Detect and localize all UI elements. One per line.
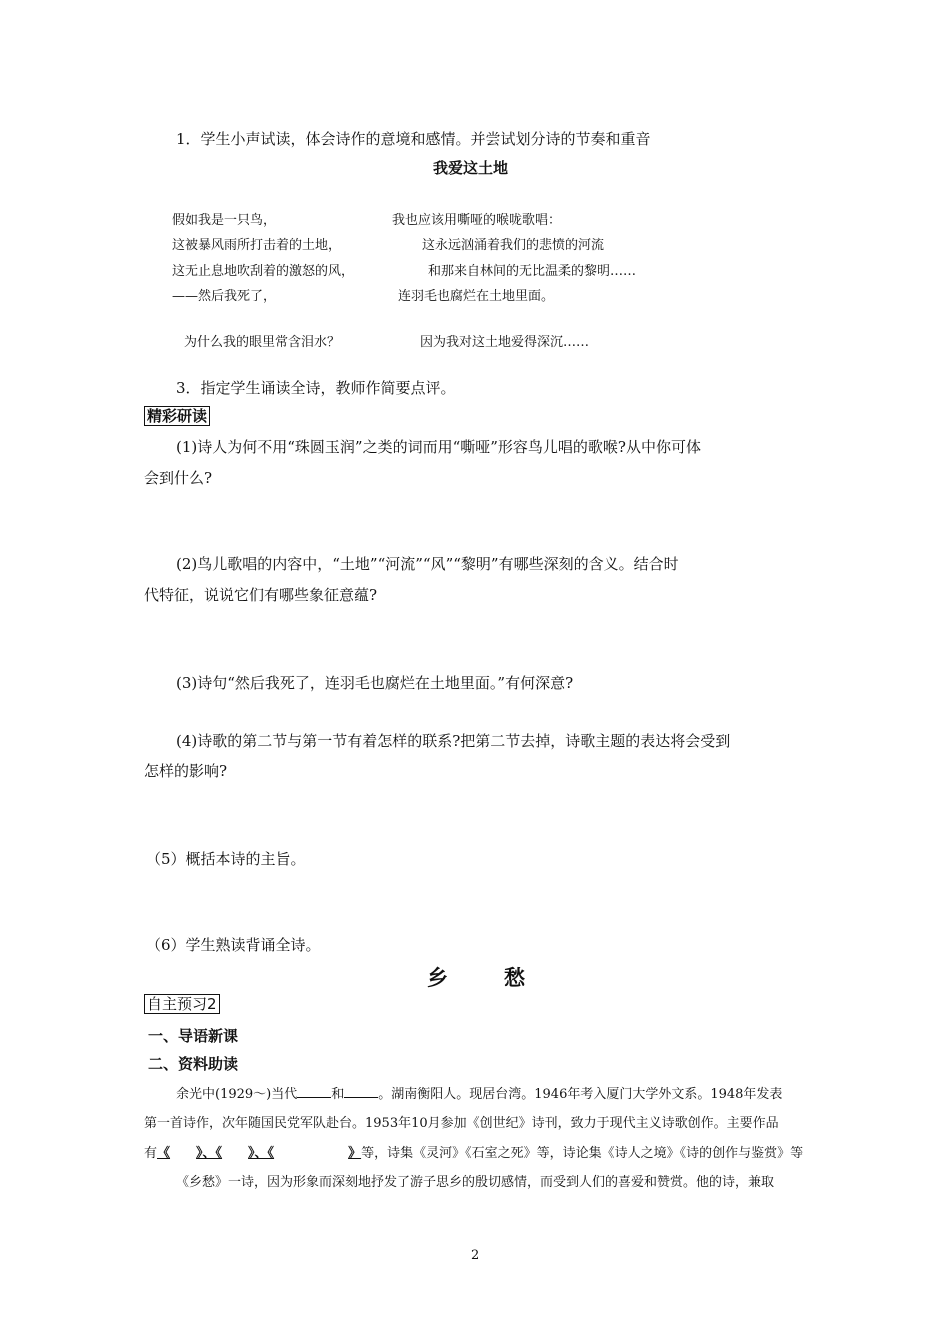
bio-paragraph-line4: 《乡愁》一诗，因为形象而深刻地抒发了游子思乡的殷切感情，而受到人们的喜爱和赞赏。他的诗，兼取 (176, 1175, 775, 1190)
preview-heading: 自主预习2 (144, 994, 220, 1014)
lesson-title-char: 愁 (504, 966, 527, 990)
bio-paragraph-line3 (144, 1142, 803, 1161)
question-4-line1: (4)诗歌的第二节与第一节有着怎样的联系?把第二节去掉，诗歌主题的表达将会受到 (176, 732, 731, 750)
poem-line: 因为我对这土地爱得深沉…… (420, 335, 590, 350)
bio-paragraph-line2: 第一首诗作，次年随国民党军队赴台。1953年10月参加《创世纪》诗刊，致力于现代主义诗歌创作。主要作品 (144, 1116, 779, 1131)
poem-line: 我也应该用嘶哑的喉咙歌唱： (392, 213, 562, 228)
question-1-line1: (1)诗人为何不用“珠圆玉润”之类的词而用“嘶哑”形容鸟儿唱的歌喉?从中你可体 (176, 438, 701, 456)
poem-line: 这被暴风雨所打击着的土地， (172, 238, 342, 253)
question-5: （5）概括本诗的主旨。 (146, 850, 306, 868)
bio-text: 等，诗集《灵河》《石室之死》等，诗论集《诗人之境》《诗的创作与鉴赏》等 (361, 1146, 804, 1161)
poem-line: 为什么我的眼里常含泪水？ (184, 335, 341, 350)
question-6: （6）学生熟读背诵全诗。 (146, 936, 321, 954)
subheading-materials: 二、资料助读 (148, 1055, 239, 1073)
bio-text: 和 (331, 1087, 345, 1102)
question-4-line2: 怎样的影响? (144, 762, 228, 780)
study-heading: 精彩研读 (144, 406, 210, 426)
poem-line: ——然后我死了， (172, 289, 277, 304)
lesson-title-char: 乡 (427, 966, 450, 990)
bio-text: 有 (144, 1146, 158, 1161)
question-2-line2: 代特征，说说它们有哪些象征意蕴? (144, 586, 378, 604)
question-1-line2: 会到什么? (144, 469, 213, 487)
poem-line: 和那来自林间的无比温柔的黎明…… (428, 264, 637, 279)
work-title-blanks[interactable]: 《 》、《 》、《 》 (157, 1146, 362, 1161)
bio-paragraph-line1 (176, 1083, 782, 1102)
item-1-text: 1．学生小声试读，体会诗作的意境和感情。并尝试划分诗的节奏和重音 (176, 130, 651, 148)
poem-line: 这无止息地吹刮着的激怒的风， (172, 264, 355, 279)
poem-title: 我爱这土地 (433, 159, 509, 177)
poem-line: 这永远汹涌着我们的悲愤的河流 (422, 238, 605, 253)
fill-blank[interactable] (344, 1085, 378, 1098)
page-number: 2 (471, 1248, 480, 1263)
question-3: (3)诗句“然后我死了，连羽毛也腐烂在土地里面。”有何深意? (176, 674, 574, 692)
poem-line: 连羽毛也腐烂在土地里面。 (398, 289, 555, 304)
bio-text: 。湖南衡阳人。现居台湾。1946年考入厦门大学外文系。1948年发表 (378, 1087, 783, 1102)
fill-blank[interactable] (297, 1085, 331, 1098)
poem-line: 假如我是一只鸟， (172, 213, 277, 228)
item-3-text: 3．指定学生诵读全诗，教师作简要点评。 (176, 379, 456, 397)
subheading-intro: 一、导语新课 (148, 1027, 239, 1045)
bio-text: 余光中(1929～)当代 (176, 1087, 298, 1102)
question-2-line1: (2)鸟儿歌唱的内容中，“土地”“河流”“风”“黎明”有哪些深刻的含义。结合时 (176, 555, 679, 573)
